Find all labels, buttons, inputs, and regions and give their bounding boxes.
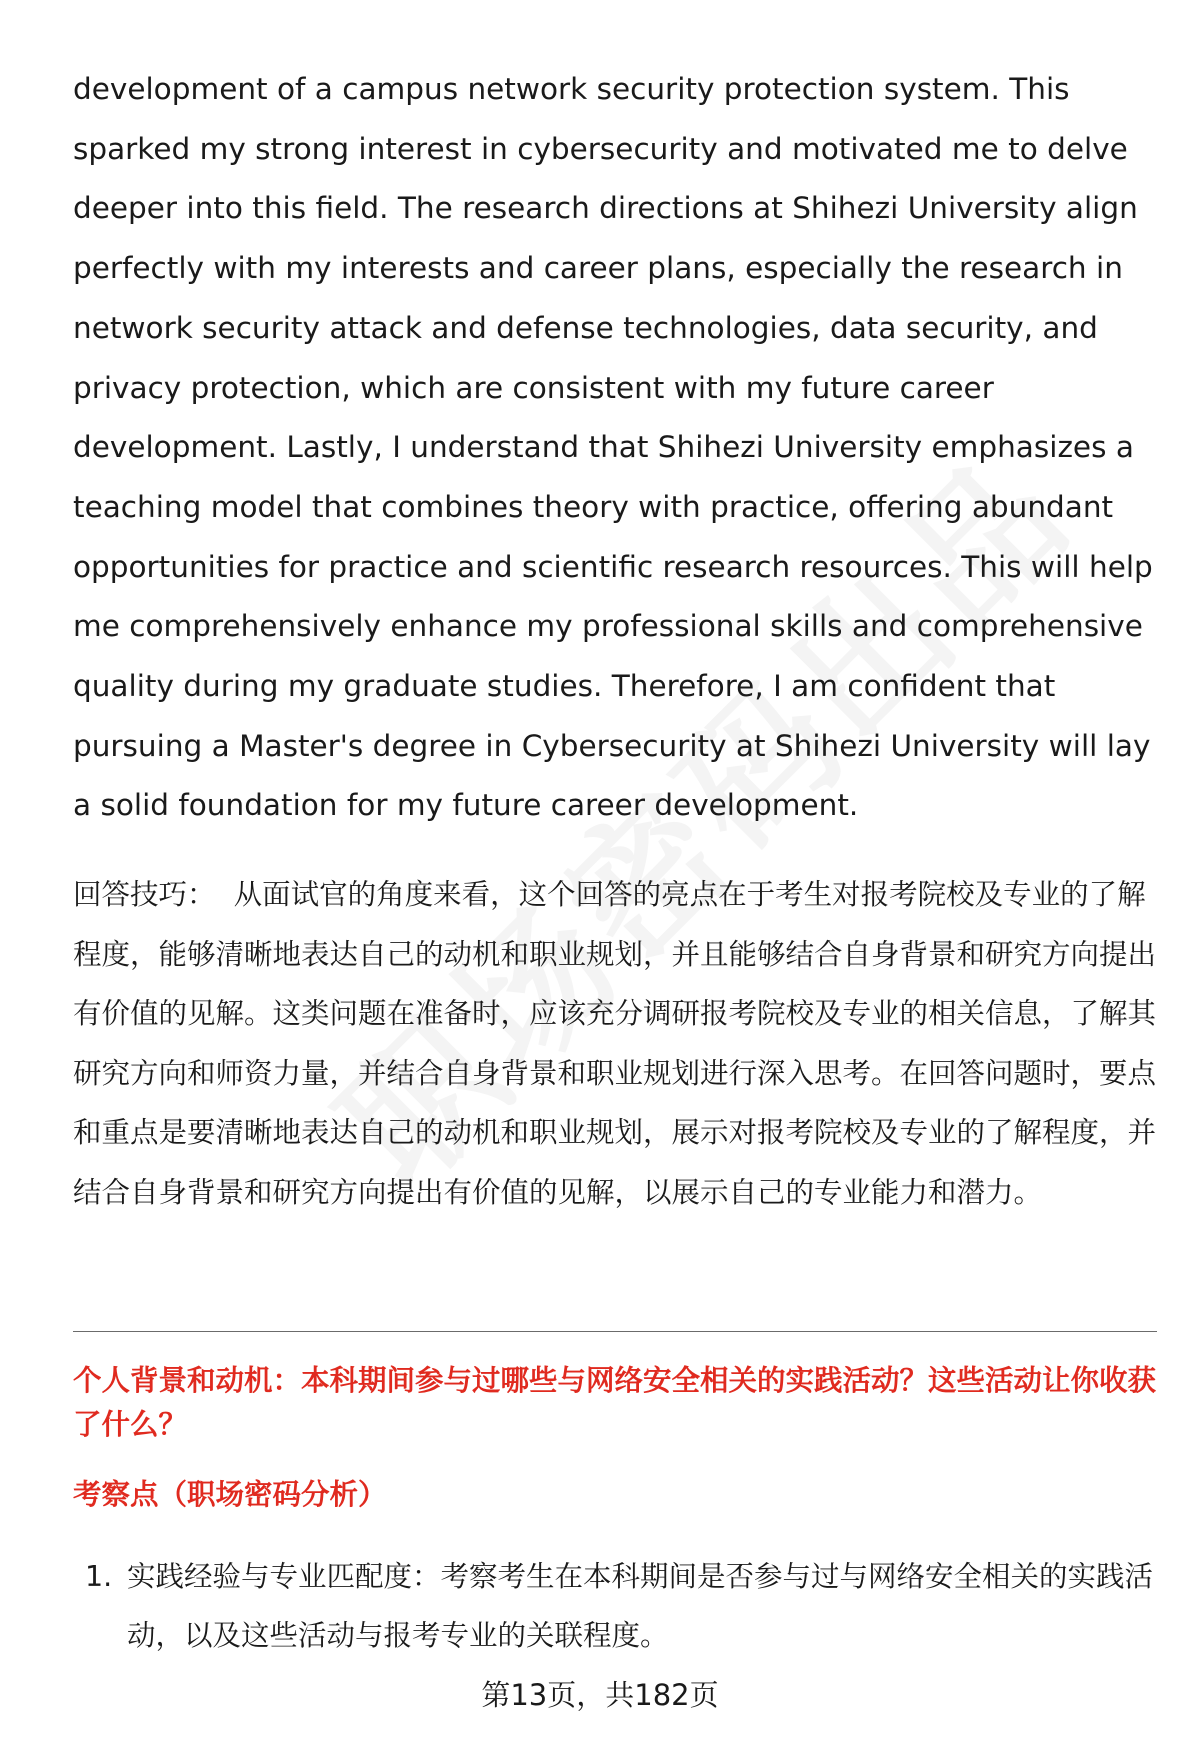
page-number-footer: 第13页，共182页 xyxy=(481,1678,719,1712)
tips-text: 从面试官的角度来看，这个回答的亮点在于考生对报考院校及专业的了解程度，能够清晰地表达自己的动机和职业规划，并且能够结合自身背景和研究方向提出有价值的见解。这类问题在准备时，应该充分调研报考院校及专业的相关信息，了解其研究方向和师资力量，并结合自身背景和职业规划进行深入思考。在回答问题时，要点和重点是要清晰地表达自己的动机和职业规划，展示对报考院校及专业的了解程度，并结合自身背景和研究方向提出有价值的见解，以展示自己的专业能力和潜力。 xyxy=(73,878,1157,1209)
answer-paragraph: development of a campus network security protection system. This sparked my strong interest in cybersecurity and motivated me to delve deeper into this field. The research directions at Shihezi University align perfectly with my interests and career plans, especially the research in network security attack and defense technologies, data security, and privacy protection, which are consistent with my future career development. Lastly, I understand that Shihezi University emphasizes a teaching model that combines theory with practice, offering abundant opportunities for practice and scientific research resources. This will help me comprehensively enhance my professional skills and comprehensive quality during my graduate studies. Therefore, I am confident that pursuing a Master's degree in Cybersecurity at Shihezi University will lay a solid foundation for my future career development. xyxy=(73,72,1153,823)
list-item-number: 1. xyxy=(85,1560,113,1593)
list-item-text: 实践经验与专业匹配度：考察考生在本科期间是否参与过与网络安全相关的实践活动，以及这些活动与报考专业的关联程度。 xyxy=(127,1560,1154,1652)
tips-label: 回答技巧： xyxy=(73,878,216,911)
assessment-points-title: 考察点（职场密码分析） xyxy=(73,1478,387,1511)
list-item xyxy=(73,1547,1163,1665)
assessment-points-list xyxy=(73,1547,1163,1665)
question-heading: 个人背景和动机：本科期间参与过哪些与网络安全相关的实践活动？这些活动让你收获了什么？ xyxy=(73,1364,1157,1441)
answer-tips-paragraph xyxy=(73,865,1163,1223)
section-divider xyxy=(73,1331,1157,1332)
